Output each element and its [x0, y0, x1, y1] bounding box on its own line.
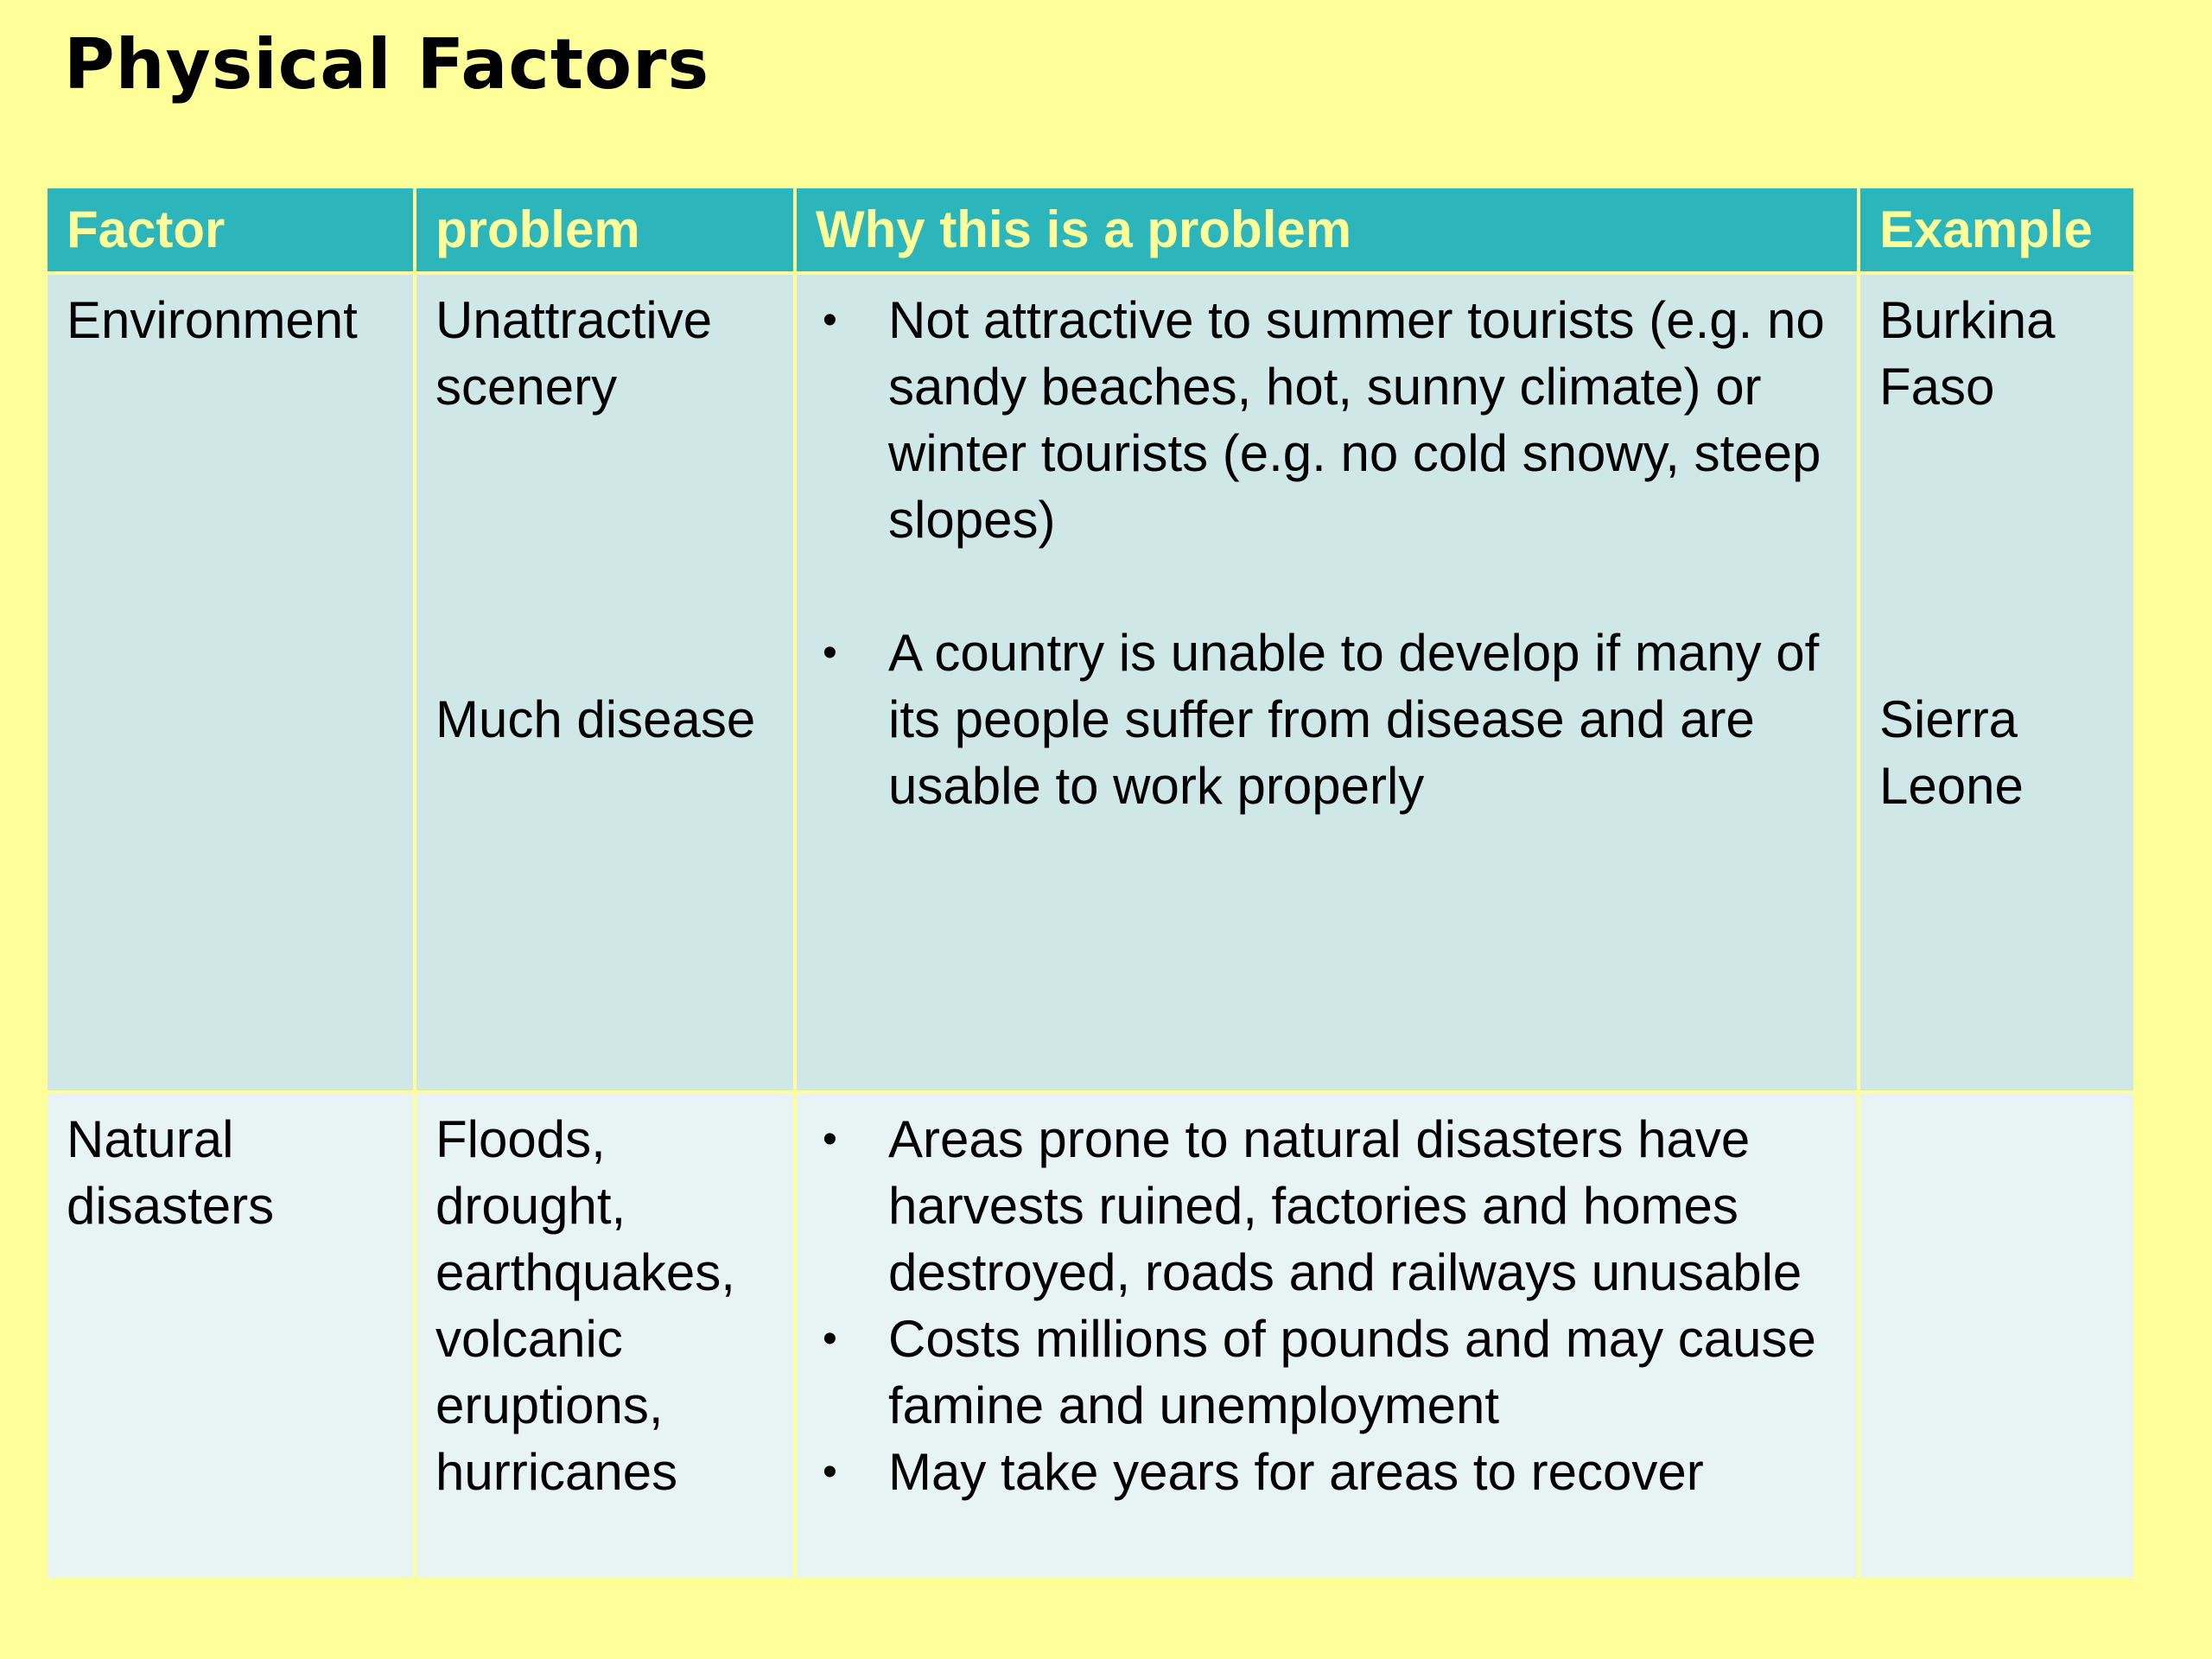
reason-text: Not attractive to summer tourists (e.g. no sandy beaches, hot, sunny climate) or winter tourists (e.g. no cold snowy, steep slopes) — [888, 291, 1825, 549]
factor-label: Natural disasters — [67, 1110, 275, 1235]
reason-cell — [795, 1092, 1859, 1580]
table-row — [46, 1092, 2135, 1580]
reason-item — [816, 287, 1840, 553]
reason-item — [816, 1439, 1840, 1505]
problem-text: Floods, drought, earthquakes, volcanic eruptions, hurricanes — [435, 1110, 735, 1501]
reason-cell — [795, 273, 1859, 1092]
reason-text: Costs millions of pounds and may cause famine and unemployment — [888, 1310, 1816, 1434]
problem-cell — [415, 1092, 795, 1580]
example-text: Burkina Faso — [1879, 291, 2056, 416]
reason-list — [816, 287, 1840, 819]
bullet-icon: • — [823, 1449, 837, 1495]
reason-item — [816, 1106, 1840, 1306]
spacer — [435, 420, 776, 686]
reason-text: Areas prone to natural disasters have harvests ruined, factories and homes destroyed, roads and railways unusable — [888, 1110, 1802, 1301]
factor-cell — [46, 273, 415, 1092]
reason-text: A country is unable to develop if many of its people suffer from disease and are usable to work properly — [888, 624, 1820, 815]
factor-label: Environment — [67, 291, 358, 349]
reason-item — [816, 1306, 1840, 1439]
problem-cell — [415, 273, 795, 1092]
example-cell — [1859, 1092, 2135, 1580]
physical-factors-table — [44, 185, 2137, 1581]
bullet-icon: • — [823, 297, 837, 343]
example-cell — [1859, 273, 2135, 1092]
reason-item — [816, 620, 1840, 819]
header-example: Example — [1859, 187, 2135, 273]
bullet-icon: • — [823, 1316, 837, 1362]
page-title: Physical Factors — [64, 24, 710, 105]
example-text: Sierra Leone — [1879, 690, 2024, 815]
table-header-row — [46, 187, 2135, 273]
reason-list — [816, 1106, 1840, 1505]
header-factor: Factor — [46, 187, 415, 273]
spacer — [1879, 420, 2116, 686]
problem-text: Unattractive scenery — [435, 291, 713, 416]
reason-text: May take years for areas to recover — [888, 1443, 1704, 1501]
bullet-icon: • — [823, 1116, 837, 1162]
bullet-icon: • — [823, 630, 837, 676]
header-why: Why this is a problem — [795, 187, 1859, 273]
table-row — [46, 273, 2135, 1092]
factor-cell — [46, 1092, 415, 1580]
header-problem: problem — [415, 187, 795, 273]
problem-text: Much disease — [435, 690, 756, 748]
